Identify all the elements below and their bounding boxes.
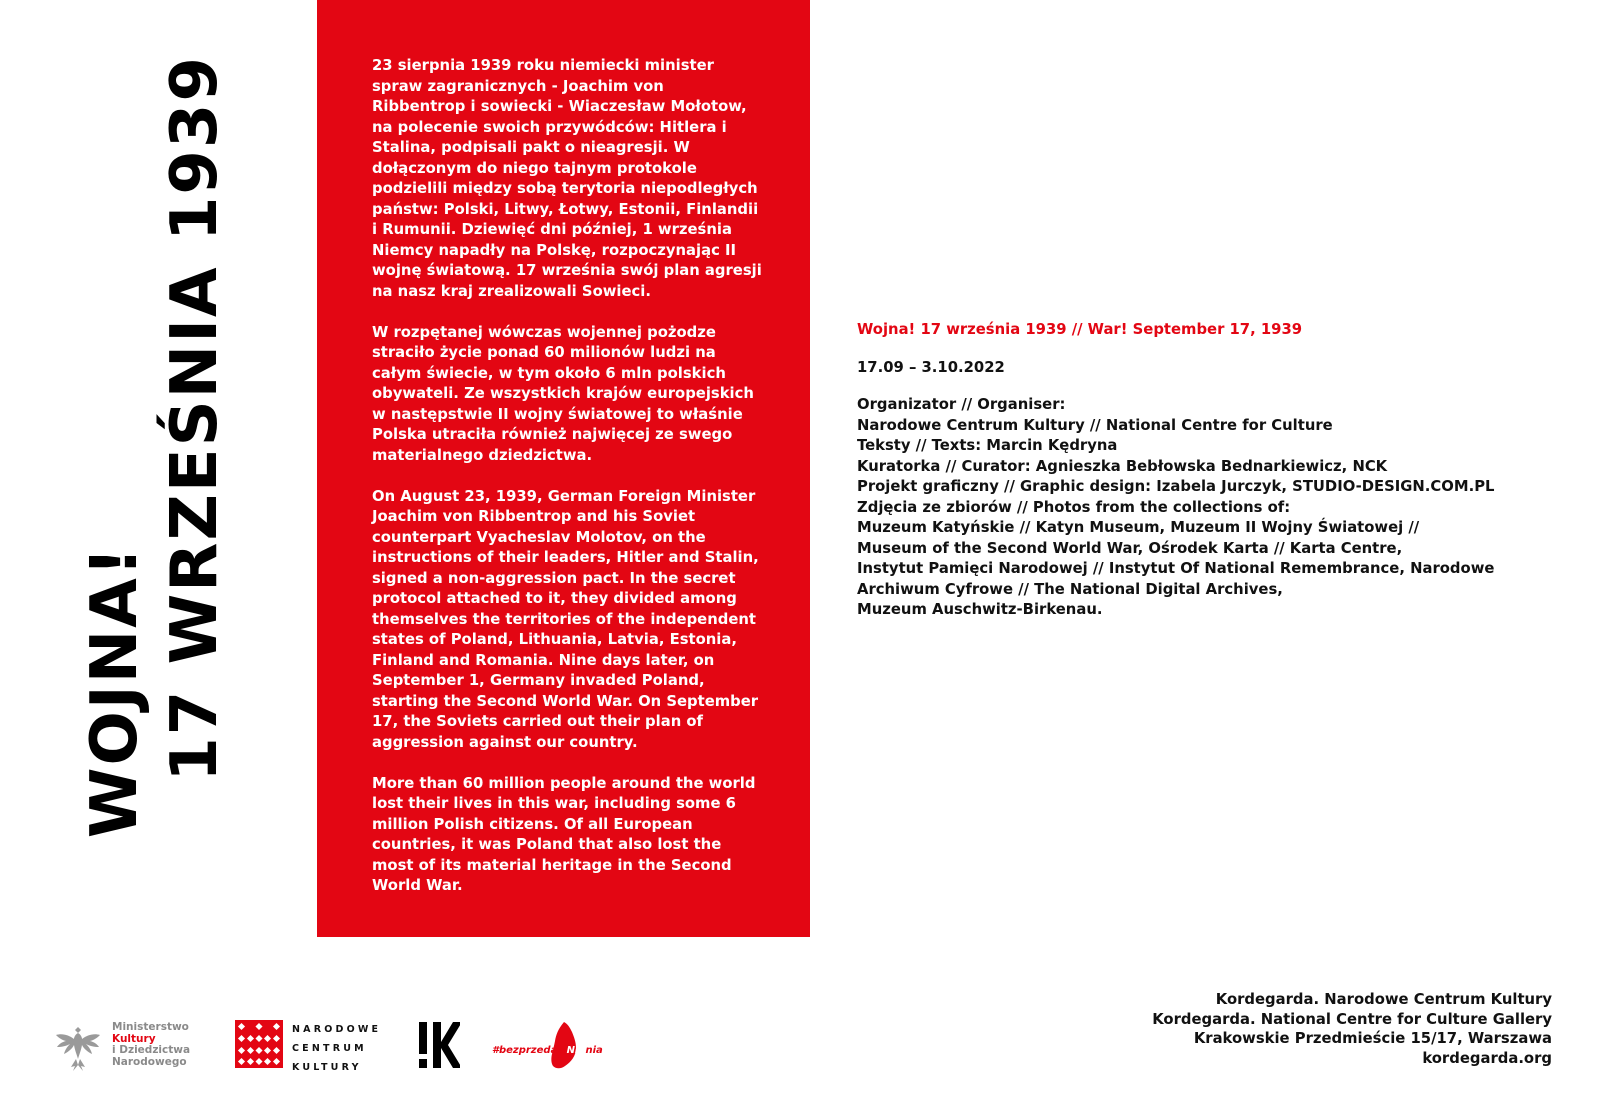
address-line: Kordegarda. Narodowe Centrum Kultury xyxy=(1215,991,1552,1008)
credit-line: Projekt graficzny // Graphic design: Izabela Jurczyk, STUDIO-DESIGN.COM.PL xyxy=(857,478,1495,495)
website-link[interactable]: kordegarda.org xyxy=(1422,1049,1552,1067)
eagle-emblem-icon xyxy=(55,1023,101,1073)
address-line: Krakowskie Przedmieście 15/17, Warszawa xyxy=(1193,1030,1552,1047)
bez-text-nie: NIE xyxy=(566,1045,586,1056)
credit-line: Narodowe Centrum Kultury // National Centre for Culture xyxy=(857,416,1333,434)
nck-logo-text xyxy=(292,1020,381,1077)
credit-line: Muzeum Katyńskie // Katyn Museum, Muzeum II Wojny Światowej // xyxy=(857,519,1420,536)
bezprzedawnienia-logo-text xyxy=(492,1045,603,1056)
credit-line: Zdjęcia ze zbiorów // Photos from the collections of: xyxy=(857,498,1291,516)
paragraph-en-2: More than 60 million people around the world lost their lives in this war, including some 6 million Polish citizens. Of all European countries, it was Poland that also lost the most of its material heritage in the Second World War. xyxy=(372,774,756,894)
credit-line: Kuratorka // Curator: Agnieszka Bebłowska Bednarkiewicz, NCK xyxy=(857,457,1388,475)
ministry-logo-text xyxy=(112,1022,190,1068)
exhibition-title: Wojna! 17 września 1939 // War! September 17, 1939 xyxy=(857,321,1303,338)
title-line-1: WOJNA! xyxy=(78,545,152,839)
venue-address xyxy=(1152,990,1552,1068)
vertical-title xyxy=(75,55,235,925)
partner-logos xyxy=(55,1015,615,1075)
bez-text-before: #bezprzedaw xyxy=(492,1045,567,1056)
credit-line: Teksty // Texts: Marcin Kędryna xyxy=(857,437,1118,454)
red-panel-text xyxy=(372,56,762,917)
paragraph-pl-1: 23 sierpnia 1939 roku niemiecki minister spraw zagranicznych - Joachim von Ribbentrop i sowiecki - Wiaczesław Mołotow, na polecenie swoich przywódców: Hitlera i Stalina, podpisali pakt o nieagresji. W dołączonym do niego tajnym protokole podzielili między sobą terytoria niepodległych państw: Polski, Litwy, Łotwy, Estonii, Finlandii i Rumunii. Dziewięć dni później, 1 września Niemcy napadły na Polskę, rozpoczynając II wojnę światową. 17 września swój plan agresji na nasz kraj zrealizowali Sowieci. xyxy=(372,57,762,300)
exhibition-info xyxy=(857,320,1507,621)
exhibition-dates: 17.09 – 3.10.2022 xyxy=(857,358,1005,376)
credit-line: Organizator // Organiser: xyxy=(857,396,1066,413)
credit-line: Muzeum Auschwitz-Birkenau. xyxy=(857,601,1103,618)
ministry-line-1: Ministerstwo xyxy=(112,1021,189,1033)
credit-line: Archiwum Cyfrowe // The National Digital Archives, xyxy=(857,580,1283,598)
address-line: Kordegarda. National Centre for Culture Gallery xyxy=(1152,1010,1552,1028)
nck-line-1: NARODOWE xyxy=(292,1024,382,1035)
credits-list xyxy=(857,395,1507,621)
exclamation-k-icon xyxy=(415,1020,460,1070)
paragraph-pl-2: W rozpętanej wówczas wojennej pożodze straciło życie ponad 60 milionów ludzi na całym świecie, w tym około 6 mln polskich obywateli. Ze wszystkich krajów europejskich w następstwie II wojny światowej to właśnie Polska utraciła również najwięcej ze swego materialnego dziedzictwa. xyxy=(372,323,754,464)
nck-line-3: KULTURY xyxy=(292,1062,362,1073)
paragraph-en-1: On August 23, 1939, German Foreign Minister Joachim von Ribbentrop and his Soviet counterpart Vyacheslav Molotov, on the instructions of their leaders, Hitler and Stalin, signed a non-aggression pact. In the secret protocol attached to it, they divided among themselves the territories of the independent states of Poland, Lithuania, Latvia, Estonia, Finland and Romania. Nine days later, on September 1, Germany invaded Poland, starting the Second World War. On September 17, the Soviets carried out their plan of aggression against our country. xyxy=(372,487,759,751)
credit-line: Instytut Pamięci Narodowej // Instytut Of National Remembrance, Narodowe xyxy=(857,560,1495,577)
ministry-line-4: Narodowego xyxy=(112,1055,187,1068)
title-line-2: 17 WRZEŚNIA 1939 xyxy=(158,55,232,782)
nck-line-2: CENTRUM xyxy=(292,1043,367,1054)
ministry-line-3: i Dziedzictwa xyxy=(112,1044,191,1056)
bez-text-after: nia xyxy=(585,1045,603,1056)
ministry-line-2: Kultury xyxy=(112,1032,156,1045)
crown-grid-icon xyxy=(235,1020,283,1068)
credit-line: Museum of the Second World War, Ośrodek Karta // Karta Centre, xyxy=(857,539,1403,557)
